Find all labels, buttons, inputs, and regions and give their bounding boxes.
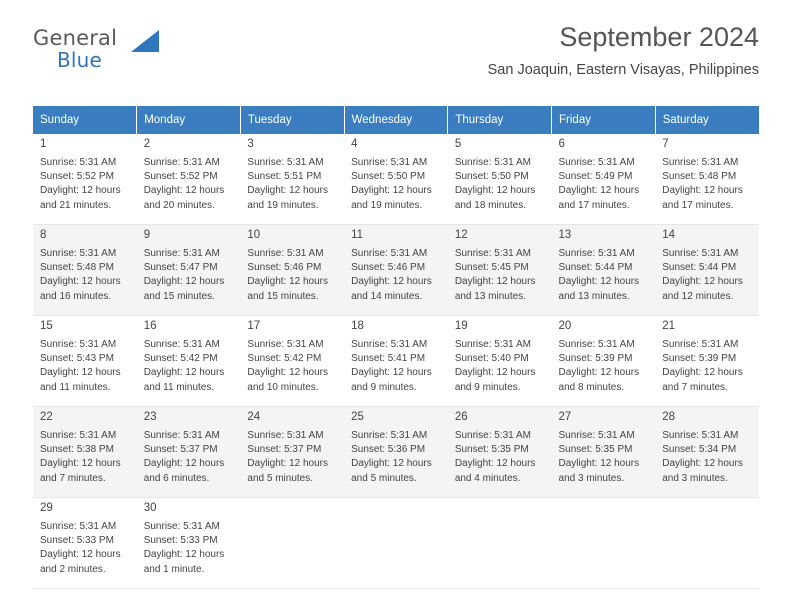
day-info-line: Sunset: 5:33 PM — [143, 534, 218, 546]
day-info-line: Sunset: 5:50 PM — [351, 170, 426, 182]
day-info-line: Sunrise: 5:31 AM — [662, 338, 739, 350]
day-info-line: Sunrise: 5:31 AM — [143, 429, 220, 441]
day-info-line: Sunset: 5:45 PM — [454, 261, 529, 273]
day-sun-info — [559, 247, 656, 304]
day-info-line: Sunset: 5:52 PM — [40, 170, 114, 182]
day-info-line: Daylight: 12 hours — [143, 276, 225, 288]
day-info-line: Daylight: 12 hours — [662, 458, 743, 470]
calendar-day-cell[interactable] — [137, 407, 241, 498]
day-info-line: and 9 minutes. — [351, 381, 417, 393]
day-info-line: Sunset: 5:35 PM — [558, 443, 633, 455]
day-info-line: and 11 minutes. — [143, 381, 215, 393]
day-info-line: Sunset: 5:37 PM — [143, 443, 218, 455]
day-number: 1 — [40, 138, 47, 150]
day-number: 23 — [143, 411, 157, 423]
day-info-line: Sunrise: 5:31 AM — [558, 247, 635, 259]
day-sun-info — [559, 338, 656, 395]
day-number: 10 — [247, 229, 261, 241]
day-info-line: and 9 minutes. — [454, 381, 521, 393]
day-number: 12 — [454, 229, 468, 241]
day-info-line: Daylight: 12 hours — [662, 367, 743, 379]
day-info-line: Sunset: 5:44 PM — [558, 261, 633, 273]
day-info-line: Daylight: 12 hours — [40, 276, 121, 288]
day-info-line: Sunrise: 5:31 AM — [40, 520, 117, 532]
calendar-empty-cell — [344, 498, 448, 589]
day-info-line: Sunset: 5:44 PM — [662, 261, 737, 273]
day-info-line: and 7 minutes. — [40, 472, 106, 484]
day-info-line: Sunrise: 5:31 AM — [143, 156, 220, 168]
day-info-line: Sunset: 5:36 PM — [351, 443, 426, 455]
day-sun-info — [559, 156, 656, 213]
day-sun-info — [144, 156, 241, 213]
day-info-line: Sunrise: 5:31 AM — [558, 429, 635, 441]
calendar-day-cell[interactable] — [655, 407, 759, 498]
day-number: 20 — [558, 320, 572, 332]
day-info-line: Sunrise: 5:31 AM — [247, 338, 324, 350]
day-sun-info — [662, 156, 759, 213]
day-info-line: Sunset: 5:38 PM — [40, 443, 114, 455]
day-number: 16 — [143, 320, 157, 332]
day-info-line: and 8 minutes. — [558, 381, 625, 393]
calendar-week-row — [33, 225, 759, 316]
day-info-line: and 7 minutes. — [662, 381, 728, 393]
day-number: 29 — [40, 502, 53, 514]
weekday-header-wednesday: Wednesday — [344, 106, 448, 134]
day-number: 13 — [558, 229, 572, 241]
day-info-line: Sunset: 5:46 PM — [351, 261, 426, 273]
page-header — [33, 0, 759, 78]
calendar-day-cell[interactable] — [552, 134, 656, 225]
day-number: 26 — [454, 411, 468, 423]
day-info-line: Sunset: 5:39 PM — [662, 352, 737, 364]
calendar-week-row — [33, 316, 759, 407]
day-sun-info — [247, 247, 344, 304]
day-info-line: and 15 minutes. — [143, 290, 215, 302]
day-info-line: Sunrise: 5:31 AM — [454, 429, 531, 441]
day-info-line: Sunrise: 5:31 AM — [40, 429, 117, 441]
calendar-day-cell[interactable] — [240, 134, 344, 225]
day-info-line: and 11 minutes. — [40, 381, 111, 393]
day-number: 15 — [40, 320, 53, 332]
day-sun-info — [40, 247, 137, 304]
day-sun-info — [455, 338, 552, 395]
calendar-day-cell[interactable] — [655, 134, 759, 225]
day-info-line: and 20 minutes. — [143, 199, 215, 211]
page-title: September 2024 — [559, 22, 759, 52]
day-info-line: Daylight: 12 hours — [143, 185, 225, 197]
calendar-day-cell[interactable] — [448, 134, 552, 225]
sun-times-calendar — [33, 106, 759, 589]
day-info-line: and 1 minute. — [143, 563, 205, 575]
day-info-line: Sunrise: 5:31 AM — [351, 338, 428, 350]
day-info-line: Daylight: 12 hours — [247, 185, 329, 197]
calendar-day-cell[interactable] — [33, 498, 137, 589]
day-info-line: Sunrise: 5:31 AM — [454, 156, 531, 168]
calendar-day-cell[interactable] — [448, 316, 552, 407]
day-info-line: Sunrise: 5:31 AM — [454, 247, 531, 259]
day-info-line: and 15 minutes. — [247, 290, 319, 302]
calendar-day-cell[interactable] — [344, 225, 448, 316]
day-info-line: and 19 minutes. — [247, 199, 319, 211]
day-sun-info — [351, 338, 448, 395]
day-info-line: and 3 minutes. — [558, 472, 625, 484]
calendar-day-cell[interactable] — [240, 316, 344, 407]
day-sun-info — [144, 338, 241, 395]
day-sun-info — [40, 338, 137, 395]
day-info-line: Sunrise: 5:31 AM — [454, 338, 531, 350]
day-info-line: Sunrise: 5:31 AM — [558, 338, 635, 350]
calendar-empty-cell — [655, 498, 759, 589]
day-info-line: and 12 minutes. — [662, 290, 734, 302]
day-info-line: Daylight: 12 hours — [662, 185, 743, 197]
day-sun-info — [40, 429, 137, 486]
day-sun-info — [662, 338, 759, 395]
calendar-day-cell[interactable] — [552, 316, 656, 407]
day-info-line: Daylight: 12 hours — [351, 185, 432, 197]
day-info-line: Sunrise: 5:31 AM — [662, 429, 739, 441]
brand-name-blue: Blue — [57, 48, 103, 72]
weekday-header-tuesday: Tuesday — [240, 106, 344, 134]
weekday-header-saturday: Saturday — [655, 106, 759, 134]
day-info-line: and 10 minutes. — [247, 381, 319, 393]
day-sun-info — [455, 429, 552, 486]
location-subtitle: San Joaquin, Eastern Visayas, Philippines — [487, 62, 759, 78]
day-info-line: and 17 minutes. — [662, 199, 734, 211]
day-info-line: Sunrise: 5:31 AM — [662, 247, 739, 259]
calendar-empty-cell — [240, 498, 344, 589]
day-info-line: Daylight: 12 hours — [454, 276, 536, 288]
day-info-line: and 16 minutes. — [40, 290, 112, 302]
calendar-empty-cell — [448, 498, 552, 589]
day-info-line: Sunset: 5:41 PM — [351, 352, 426, 364]
calendar-day-cell[interactable] — [33, 407, 137, 498]
day-sun-info — [247, 429, 344, 486]
calendar-day-cell[interactable] — [655, 316, 759, 407]
calendar-day-cell[interactable] — [344, 316, 448, 407]
calendar-week-row — [33, 407, 759, 498]
day-number: 17 — [247, 320, 261, 332]
day-number: 7 — [662, 138, 669, 150]
day-sun-info — [662, 429, 759, 486]
day-info-line: Daylight: 12 hours — [454, 185, 536, 197]
calendar-day-cell[interactable] — [448, 407, 552, 498]
day-number: 19 — [454, 320, 468, 332]
calendar-day-cell[interactable] — [137, 134, 241, 225]
calendar-day-cell[interactable] — [137, 316, 241, 407]
day-info-line: Sunset: 5:49 PM — [558, 170, 633, 182]
day-info-line: and 5 minutes. — [247, 472, 314, 484]
day-sun-info — [40, 156, 137, 213]
day-number: 6 — [558, 138, 565, 150]
day-info-line: Daylight: 12 hours — [40, 367, 121, 379]
calendar-day-cell[interactable] — [240, 407, 344, 498]
day-info-line: Daylight: 12 hours — [143, 458, 225, 470]
weekday-header-friday: Friday — [552, 106, 656, 134]
weekday-header-monday: Monday — [137, 106, 241, 134]
day-info-line: Sunset: 5:47 PM — [143, 261, 218, 273]
calendar-day-cell[interactable] — [552, 407, 656, 498]
day-number: 14 — [662, 229, 676, 241]
day-sun-info — [40, 520, 137, 577]
day-number: 8 — [40, 229, 47, 241]
day-info-line: and 21 minutes. — [40, 199, 112, 211]
day-number: 30 — [143, 502, 157, 514]
day-number: 27 — [558, 411, 572, 423]
calendar-day-cell[interactable] — [33, 225, 137, 316]
day-info-line: and 6 minutes. — [143, 472, 210, 484]
day-info-line: and 13 minutes. — [558, 290, 630, 302]
day-info-line: and 5 minutes. — [351, 472, 417, 484]
day-info-line: Sunset: 5:42 PM — [143, 352, 218, 364]
day-info-line: and 13 minutes. — [454, 290, 526, 302]
calendar-empty-cell — [552, 498, 656, 589]
day-number: 3 — [247, 138, 254, 150]
day-info-line: Sunrise: 5:31 AM — [351, 429, 428, 441]
calendar-day-cell[interactable] — [344, 134, 448, 225]
day-sun-info — [144, 247, 241, 304]
day-info-line: Sunset: 5:51 PM — [247, 170, 322, 182]
day-info-line: Sunset: 5:48 PM — [662, 170, 737, 182]
day-number: 25 — [351, 411, 364, 423]
calendar-body — [33, 134, 759, 589]
day-info-line: Daylight: 12 hours — [351, 458, 432, 470]
day-sun-info — [662, 247, 759, 304]
calendar-day-cell[interactable] — [240, 225, 344, 316]
day-info-line: Sunrise: 5:31 AM — [247, 247, 324, 259]
day-info-line: Daylight: 12 hours — [351, 276, 432, 288]
day-info-line: Daylight: 12 hours — [40, 549, 121, 561]
day-info-line: Sunset: 5:48 PM — [40, 261, 114, 273]
day-info-line: Sunset: 5:34 PM — [662, 443, 737, 455]
brand-logo — [33, 28, 213, 70]
day-info-line: and 19 minutes. — [351, 199, 423, 211]
calendar-day-cell[interactable] — [137, 225, 241, 316]
day-info-line: Daylight: 12 hours — [558, 185, 640, 197]
day-info-line: Daylight: 12 hours — [454, 458, 536, 470]
calendar-day-cell[interactable] — [552, 225, 656, 316]
day-info-line: Daylight: 12 hours — [558, 367, 640, 379]
day-sun-info — [144, 520, 241, 577]
day-info-line: Sunset: 5:52 PM — [143, 170, 218, 182]
day-info-line: Daylight: 12 hours — [558, 276, 640, 288]
day-sun-info — [455, 156, 552, 213]
day-info-line: Sunset: 5:37 PM — [247, 443, 322, 455]
day-info-line: Sunrise: 5:31 AM — [662, 156, 739, 168]
day-info-line: Daylight: 12 hours — [662, 276, 743, 288]
day-info-line: Daylight: 12 hours — [247, 367, 329, 379]
day-info-line: Daylight: 12 hours — [351, 367, 432, 379]
day-info-line: Sunrise: 5:31 AM — [558, 156, 635, 168]
calendar-header-row — [33, 106, 759, 134]
day-info-line: Sunrise: 5:31 AM — [247, 429, 324, 441]
calendar-day-cell[interactable] — [33, 134, 137, 225]
triangle-logo-icon — [131, 30, 159, 52]
day-info-line: and 14 minutes. — [351, 290, 423, 302]
day-sun-info — [455, 247, 552, 304]
day-number: 28 — [662, 411, 676, 423]
day-info-line: and 17 minutes. — [558, 199, 630, 211]
weekday-header-sunday: Sunday — [33, 106, 137, 134]
day-number: 24 — [247, 411, 261, 423]
day-number: 21 — [662, 320, 676, 332]
day-info-line: Sunset: 5:35 PM — [454, 443, 529, 455]
calendar-week-row — [33, 134, 759, 225]
day-sun-info — [247, 338, 344, 395]
calendar-day-cell[interactable] — [655, 225, 759, 316]
day-info-line: Sunset: 5:42 PM — [247, 352, 322, 364]
day-info-line: Sunset: 5:43 PM — [40, 352, 114, 364]
day-info-line: Sunset: 5:39 PM — [558, 352, 633, 364]
day-info-line: Daylight: 12 hours — [40, 458, 121, 470]
day-number: 9 — [143, 229, 151, 241]
day-info-line: Daylight: 12 hours — [454, 367, 536, 379]
day-info-line: Daylight: 12 hours — [143, 367, 225, 379]
weekday-header-thursday: Thursday — [448, 106, 552, 134]
day-info-line: Sunrise: 5:31 AM — [351, 247, 428, 259]
day-info-line: Sunrise: 5:31 AM — [40, 156, 117, 168]
day-info-line: and 2 minutes. — [40, 563, 106, 575]
calendar-day-cell[interactable] — [137, 498, 241, 589]
day-info-line: Daylight: 12 hours — [247, 276, 329, 288]
day-sun-info — [351, 156, 448, 213]
day-info-line: Daylight: 12 hours — [40, 185, 121, 197]
day-info-line: Sunrise: 5:31 AM — [143, 247, 220, 259]
day-number: 2 — [143, 138, 151, 150]
day-info-line: Sunrise: 5:31 AM — [40, 247, 117, 259]
day-info-line: Sunrise: 5:31 AM — [143, 338, 220, 350]
day-info-line: and 4 minutes. — [454, 472, 521, 484]
day-number: 5 — [454, 138, 462, 150]
day-sun-info — [247, 156, 344, 213]
day-info-line: Sunset: 5:50 PM — [454, 170, 529, 182]
calendar-day-cell[interactable] — [33, 316, 137, 407]
day-number: 11 — [351, 229, 364, 241]
day-sun-info — [559, 429, 656, 486]
calendar-day-cell[interactable] — [344, 407, 448, 498]
day-number: 22 — [40, 411, 53, 423]
day-number: 4 — [351, 138, 358, 150]
day-sun-info — [351, 247, 448, 304]
brand-name-general: General — [33, 26, 118, 50]
calendar-day-cell[interactable] — [448, 225, 552, 316]
day-info-line: Sunrise: 5:31 AM — [351, 156, 428, 168]
day-info-line: Daylight: 12 hours — [558, 458, 640, 470]
day-info-line: Sunrise: 5:31 AM — [143, 520, 220, 532]
day-info-line: Sunset: 5:46 PM — [247, 261, 322, 273]
day-info-line: and 3 minutes. — [662, 472, 728, 484]
day-number: 18 — [351, 320, 364, 332]
calendar-week-row — [33, 498, 759, 589]
day-info-line: Sunset: 5:40 PM — [454, 352, 529, 364]
day-info-line: Daylight: 12 hours — [143, 549, 225, 561]
day-info-line: Daylight: 12 hours — [247, 458, 329, 470]
day-info-line: and 18 minutes. — [454, 199, 526, 211]
day-sun-info — [144, 429, 241, 486]
day-info-line: Sunset: 5:33 PM — [40, 534, 114, 546]
day-info-line: Sunrise: 5:31 AM — [40, 338, 117, 350]
day-info-line: Sunrise: 5:31 AM — [247, 156, 324, 168]
day-sun-info — [351, 429, 448, 486]
